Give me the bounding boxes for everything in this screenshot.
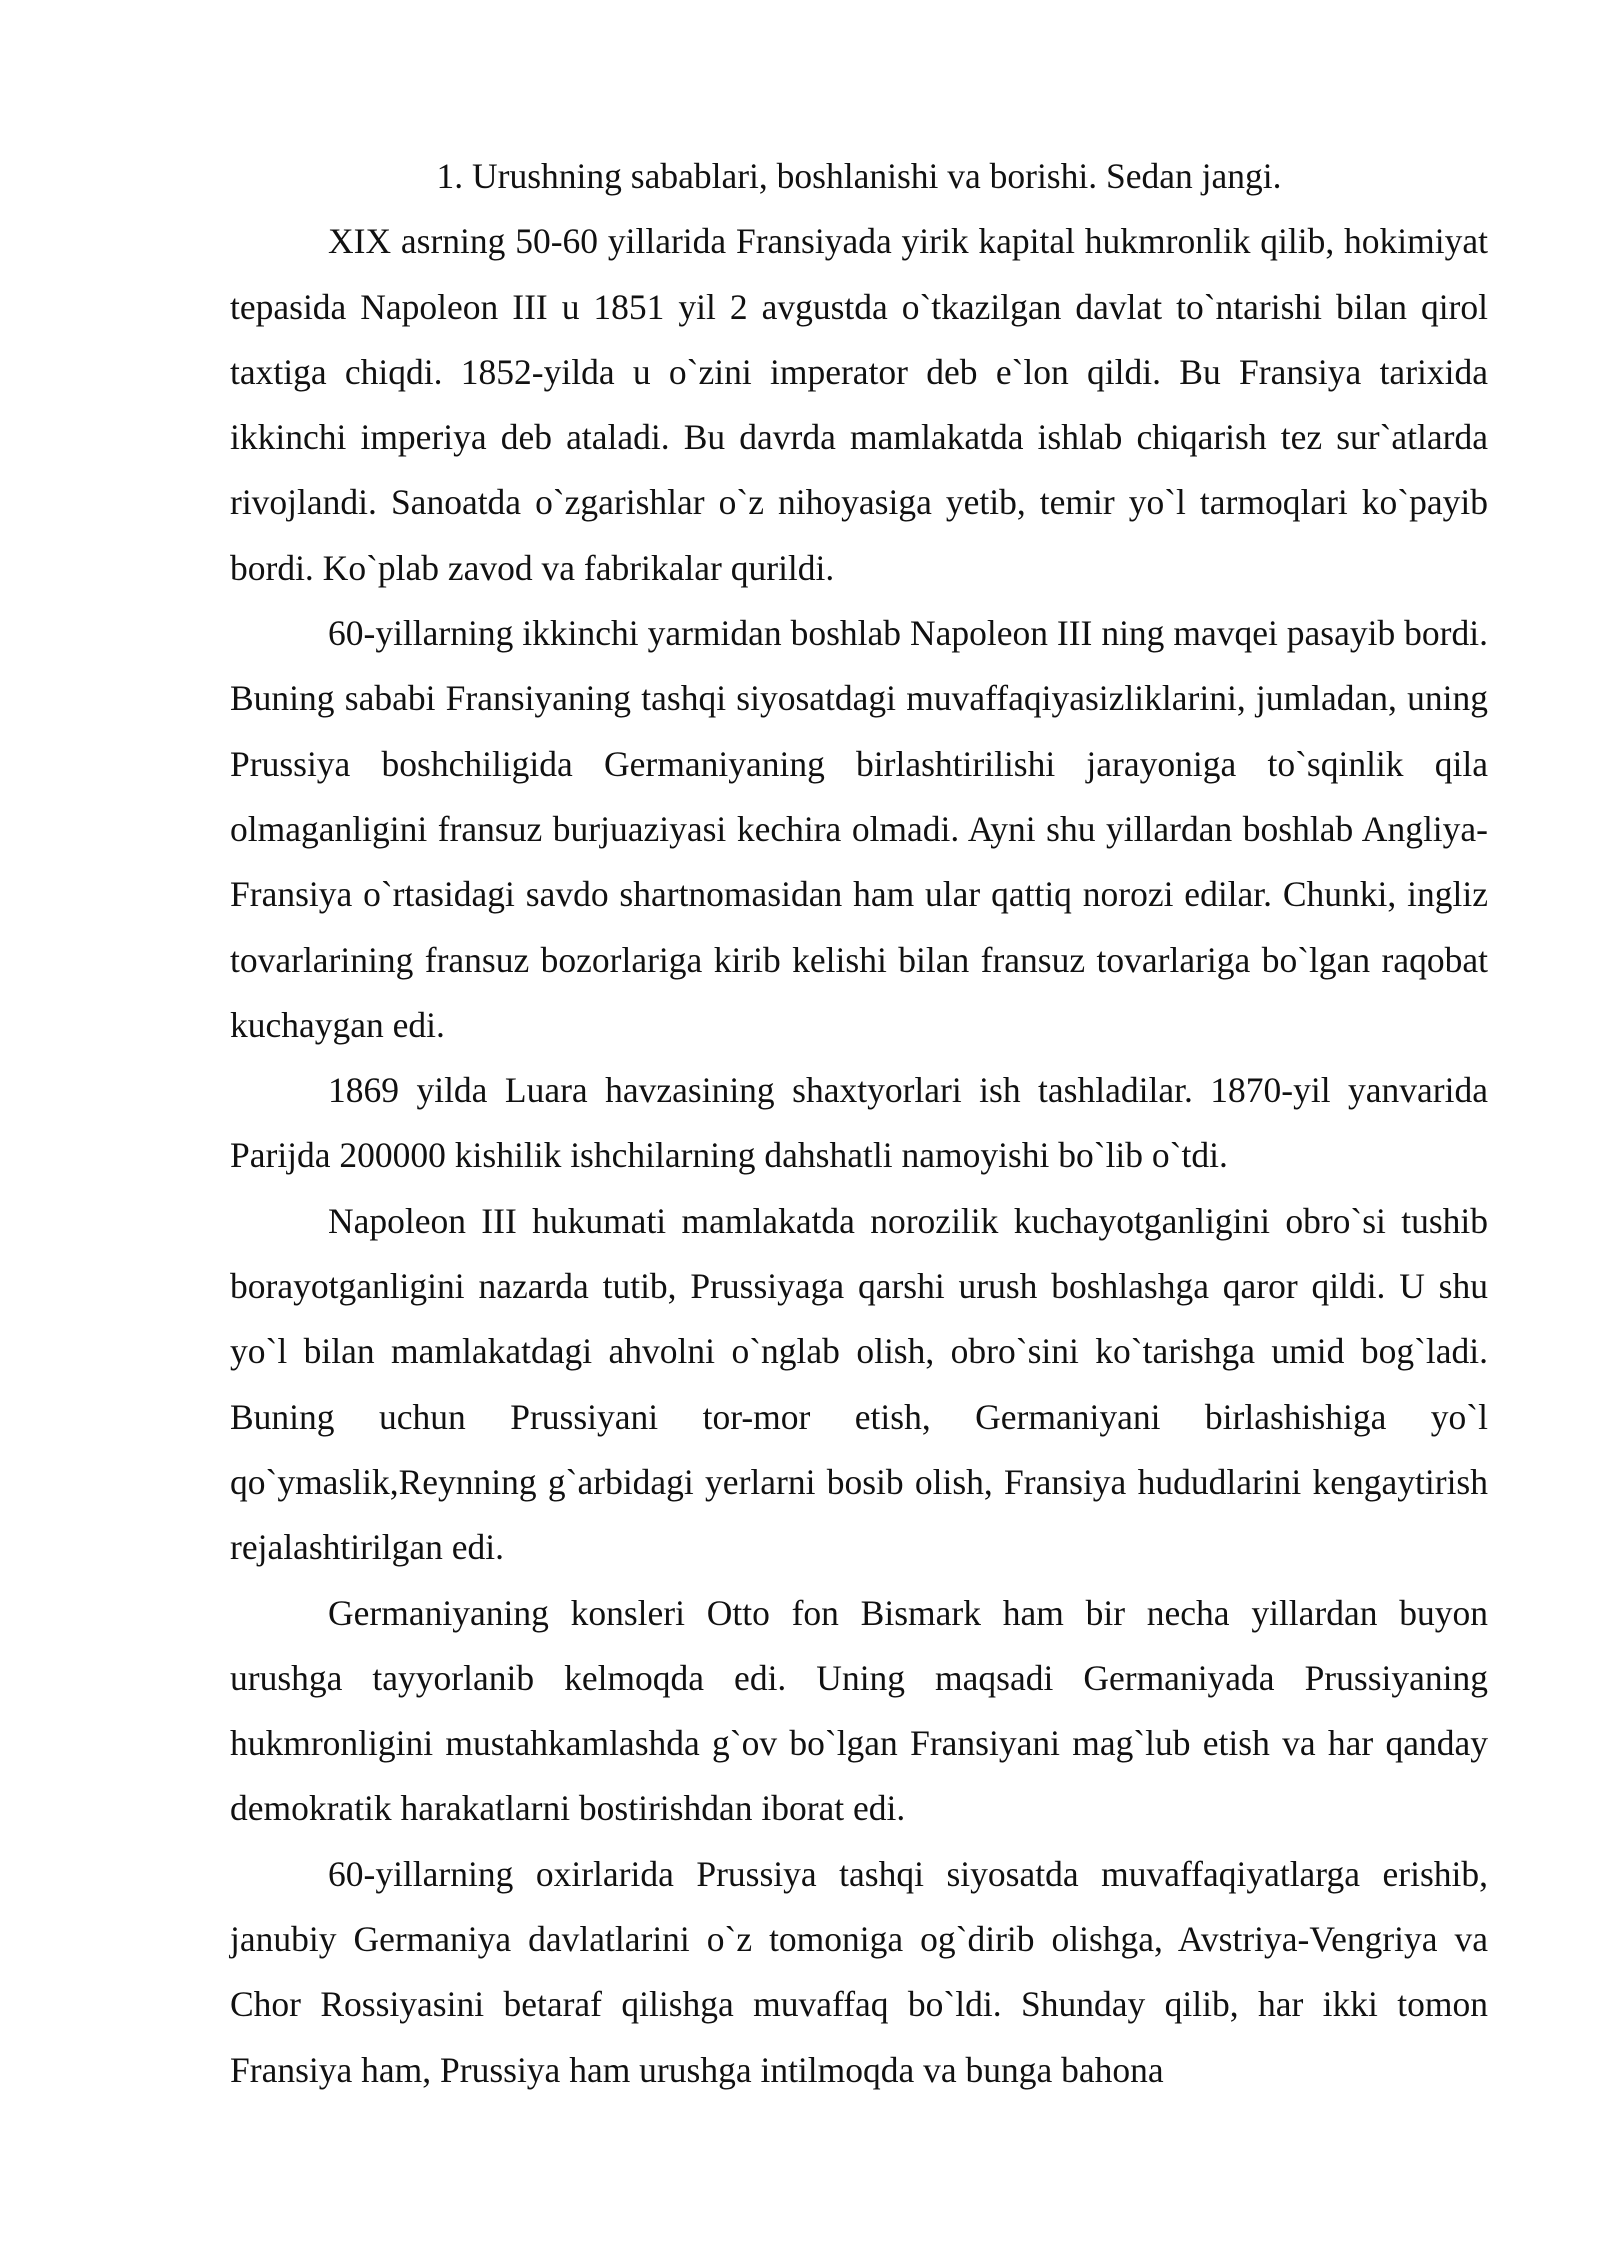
document-body xyxy=(230,144,1488,2103)
paragraph-2: 60-yillarning ikkinchi yarmidan boshlab Napoleon III ning mavqei pasayib bordi. Buning sababi Fransiyaning tashqi siyosatdagi muvaffaqiyasizliklarini, jumladan, uning Prussiya boshchiligida Germaniyaning birlashtirilishi jarayoniga to`sqinlik qila olmaganligini fransuz burjuaziyasi kechira olmadi. Ayni shu yillardan boshlab Angliya-Fransiya o`rtasidagi savdo shartnomasidan ham ular qattiq norozi edilar. Chunki, ingliz tovarlarining fransuz bozorlariga kirib kelishi bilan fransuz tovarlariga bo`lgan raqobat kuchaygan edi. xyxy=(230,613,1488,1045)
paragraph-5: Germaniyaning konsleri Otto fon Bismark ham bir necha yillardan buyon urushga tayyorlanib kelmoqda edi. Uning maqsadi Germaniyada Prussiyaning hukmronligini mustahkamlashda g`ov bo`lgan Fransiyani mag`lub etish va har qanday demokratik harakatlarni bostirishdan iborat edi. xyxy=(230,1592,1488,1829)
paragraph-4: Napoleon III hukumati mamlakatda norozilik kuchayotganligini obro`si tushib borayotganligini nazarda tutib, Prussiyaga qarshi urush boshlashga qaror qildi. U shu yo`l bilan mamlakatdagi ahvolni o`nglab olish, obro`sini ko`tarishga umid bog`ladi. Buning uchun Prussiyani tor-mor etish, Germaniyani birlashishiga yo`l qo`ymaslik,Reynning g`arbidagi yerlarni bosib olish, Fransiya hududlarini kengaytirish rejalashtirilgan edi. xyxy=(230,1200,1488,1568)
paragraph-1: XIX asrning 50-60 yillarida Fransiyada yirik kapital hukmronlik qilib, hokimiyat tepasida Napoleon III u 1851 yil 2 avgustda o`tkazilgan davlat to`ntarishi bilan qirol taxtiga chiqdi. 1852-yilda u o`zini imperator deb e`lon qildi. Bu Fransiya tarixida ikkinchi imperiya deb ataladi. Bu davrda mamlakatda ishlab chiqarish tez sur`atlarda rivojlandi. Sanoatda o`zgarishlar o`z nihoyasiga yetib, temir yo`l tarmoqlari ko`payib bordi. Ko`plab zavod va fabrikalar qurildi. xyxy=(230,221,1488,588)
section-heading: 1. Urushning sabablari, boshlanishi va borishi. Sedan jangi. xyxy=(436,156,1282,196)
paragraph-3: 1869 yilda Luara havzasining shaxtyorlari ish tashladilar. 1870-yil yanvarida Parijda 200000 kishilik ishchilarning dahshatli namoyishi bo`lib o`tdi. xyxy=(230,1070,1488,1176)
paragraph-6: 60-yillarning oxirlarida Prussiya tashqi siyosatda muvaffaqiyatlarga erishib, janubiy Germaniya davlatlarini o`z tomoniga og`dirib olishga, Avstriya-Vengriya va Chor Rossiyasini betaraf qilishga muvaffaq bo`ldi. Shunday qilib, har ikki tomon Fransiya ham, Prussiya ham urushga intilmoqda va bunga bahona xyxy=(230,1853,1488,2090)
